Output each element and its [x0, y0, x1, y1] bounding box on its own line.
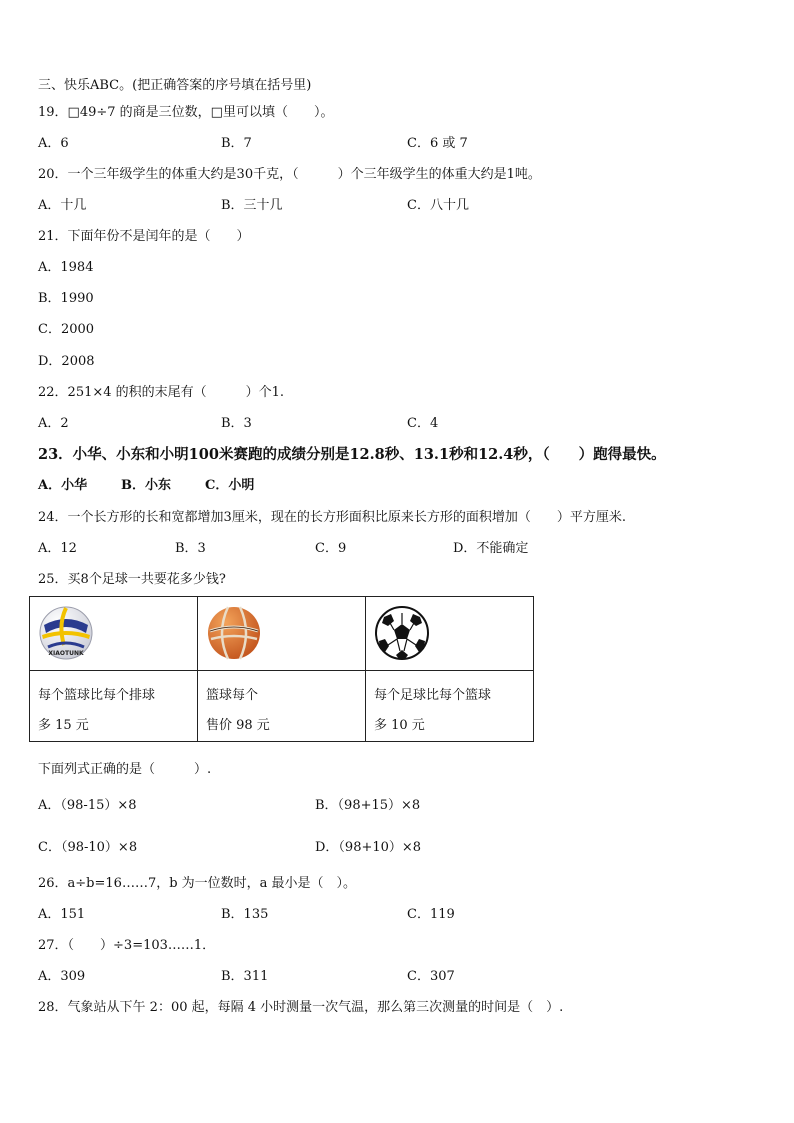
soccer-text-1: 每个足球比每个篮球 — [374, 688, 492, 703]
q19-option-b[interactable]: B．7 — [221, 136, 252, 151]
q21-option-a[interactable]: A．1984 — [38, 260, 94, 275]
q27-option-c[interactable]: C．307 — [407, 969, 455, 984]
basketball-icon — [206, 605, 262, 661]
q22-option-c[interactable]: C．4 — [407, 416, 439, 431]
question-27: 27．（ ）÷3=103……1． — [38, 938, 216, 953]
q27-option-b[interactable]: B．311 — [221, 969, 269, 984]
volleyball-brand: XIAOTUNK — [48, 650, 84, 657]
question-28: 28．气象站从下午 2：00 起，每隔 4 小时测量一次气温，那么第三次测量的时间是（ ）. — [38, 1000, 564, 1015]
question-23: 23．小华、小东和小明100米赛跑的成绩分别是12.8秒、13.1秒和12.4秒，（ ）跑得最快。 — [38, 446, 666, 463]
q23-option-a[interactable]: A．小华 — [38, 478, 88, 493]
basketball-text-1: 篮球每个 — [206, 688, 259, 703]
q23-option-b[interactable]: B．小东 — [121, 478, 171, 493]
soccer-text-2: 多 10 元 — [374, 718, 425, 733]
volleyball-cell — [30, 597, 198, 671]
price-table — [29, 596, 534, 742]
question-26: 26．a÷b=16……7，b 为一位数时，a 最小是（ ）。 — [38, 876, 357, 891]
q21-option-b[interactable]: B．1990 — [38, 291, 94, 306]
question-21: 21．下面年份不是闰年的是（ ） — [38, 229, 250, 244]
q20-option-a[interactable]: A．十几 — [38, 198, 87, 213]
q22-option-b[interactable]: B．3 — [221, 416, 252, 431]
q25-option-a[interactable]: A．（98-15）×8 — [38, 798, 137, 813]
section-title: 三、快乐ABC。(把正确答案的序号填在括号里) — [38, 78, 312, 93]
basketball-price-cell — [198, 671, 366, 742]
q24-option-a[interactable]: A．12 — [38, 541, 77, 556]
q20-option-c[interactable]: C．八十几 — [407, 198, 469, 213]
question-20: 20．一个三年级学生的体重大约是30千克，（ ）个三年级学生的体重大约是1吨。 — [38, 167, 541, 182]
q24-option-c[interactable]: C．9 — [315, 541, 347, 556]
q24-option-d[interactable]: D．不能确定 — [453, 541, 529, 556]
soccer-ball-icon — [374, 605, 430, 661]
q25-option-d[interactable]: D．（98+10）×8 — [315, 840, 422, 855]
q21-option-c[interactable]: C．2000 — [38, 322, 95, 337]
q24-option-b[interactable]: B．3 — [175, 541, 206, 556]
q25-option-b[interactable]: B．（98+15）×8 — [315, 798, 421, 813]
q22-option-a[interactable]: A．2 — [38, 416, 69, 431]
q19-option-c[interactable]: C．6 或 7 — [407, 136, 468, 151]
q26-option-b[interactable]: B．135 — [221, 907, 269, 922]
soccer-ball-cell — [366, 597, 534, 671]
volleyball-price-cell — [30, 671, 198, 742]
q23-option-c[interactable]: C．小明 — [205, 478, 255, 493]
question-19: 19．□49÷7 的商是三位数，□里可以填（ ）。 — [38, 105, 334, 120]
basketball-cell — [198, 597, 366, 671]
volleyball-icon — [38, 605, 94, 661]
q26-option-c[interactable]: C．119 — [407, 907, 455, 922]
question-24: 24．一个长方形的长和宽都增加3厘米，现在的长方形面积比原来长方形的面积增加（ ）平方厘米. — [38, 510, 626, 525]
q21-option-d[interactable]: D．2008 — [38, 354, 95, 369]
q25-prompt: 下面列式正确的是（ ）. — [38, 762, 212, 777]
q26-option-a[interactable]: A．151 — [38, 907, 86, 922]
volleyball-text-2: 多 15 元 — [38, 718, 89, 733]
q19-option-a[interactable]: A．6 — [38, 136, 69, 151]
question-25: 25．买8个足球一共要花多少钱? — [38, 572, 226, 587]
q27-option-a[interactable]: A．309 — [38, 969, 86, 984]
q25-option-c[interactable]: C．（98-10）×8 — [38, 840, 138, 855]
soccer-price-cell — [366, 671, 534, 742]
question-22: 22．251×4 的积的末尾有（ ）个1. — [38, 385, 285, 400]
q20-option-b[interactable]: B．三十几 — [221, 198, 283, 213]
basketball-text-2: 售价 98 元 — [206, 718, 270, 733]
volleyball-text-1: 每个篮球比每个排球 — [38, 688, 156, 703]
